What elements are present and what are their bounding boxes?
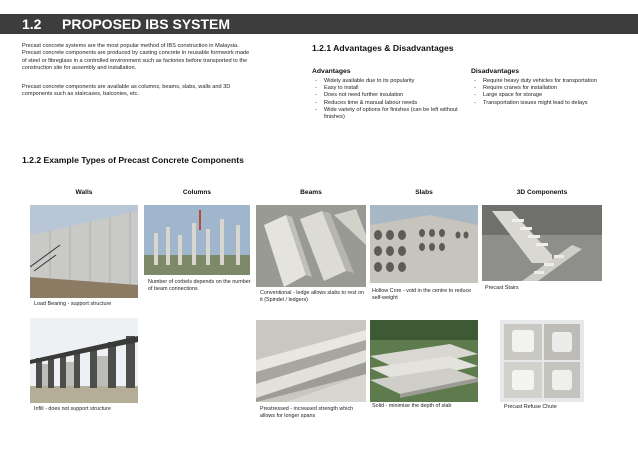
precast-stairs-caption: Precast Stairs [485,285,519,291]
column-header-slabs: Slabs [415,189,433,196]
disadvantages-list [471,78,621,107]
list-item: - Does not need further insulation [312,92,460,99]
column-header-3d-components: 3D Components [516,189,568,196]
section-number: 1.2 [22,16,42,32]
list-item: - Transportation issues might lead to delays [471,100,621,107]
examples-heading: 1.2.2 Example Types of Precast Concrete Components [22,155,244,165]
advantages-disadvantages-heading: 1.2.1 Advantages & Disadvantages [312,43,454,53]
load-bearing-caption: Load Bearing - support structure [34,301,112,307]
column-header-walls: Walls [75,189,93,196]
conventional-beam-photo [256,205,366,287]
columns-caption: Number of corbels depends on the number of beam connections [148,279,251,292]
infill-wall-photo [30,318,138,403]
list-item: - Require cranes for installation [471,85,621,92]
prestressed-beam-photo [256,320,366,402]
hollow-core-caption: Hollow Core - void in the centre to reduce self-weight [372,288,472,301]
advantages-list [312,78,460,121]
list-item: - Widely available due to its popularity [312,78,460,85]
prestressed-caption: Prestressed - increased strength which allows for longer spans [260,406,354,419]
section-title: PROPOSED IBS SYSTEM [62,16,231,32]
column-header-beams: Beams [300,189,322,196]
infill-caption: Infill - does not support structure [34,406,112,412]
solid-slab-photo [370,320,478,402]
list-item: - Wide variety of options for finishes (can be left without finishes) [312,107,460,121]
list-item: - Reduces time & manual labour needs [312,100,460,107]
section-header [0,14,638,34]
intro-paragraph-2: Precast concrete components are available as columns, beams, slabs, walls and 3D components such as staircases, balconies, etc. [22,84,231,98]
disadvantages-heading: Disadvantages [471,68,519,75]
refuse-chute-caption: Precast Refuse Chute [504,404,557,410]
hollow-core-slab-photo [370,205,478,283]
advantages-heading: Advantages [312,68,351,75]
refuse-chute-photo [500,320,584,402]
list-item: - Require heavy duty vehicles for transportation [471,78,621,85]
precast-stairs-photo [482,205,602,281]
conventional-beam-caption: Conventional - ledge allows slabs to rest on it (Spindel / ledgers) [260,290,364,303]
precast-columns-photo [144,205,250,275]
column-header-columns: Columns [182,189,212,196]
load-bearing-wall-photo [30,205,138,298]
list-item: - Large space for storage [471,92,621,99]
list-item: - Easy to install [312,85,460,92]
intro-paragraph-1: Precast concrete systems are the most popular method of IBS construction in Malaysia. Precast concrete components are produced by casting concrete in reusable formwork made of steel or fibreglass in a controlled environment such as factories before transported to the construction site for assembly and installation. [22,43,250,72]
solid-slab-caption: Solid - minimise the depth of slab [372,403,452,409]
